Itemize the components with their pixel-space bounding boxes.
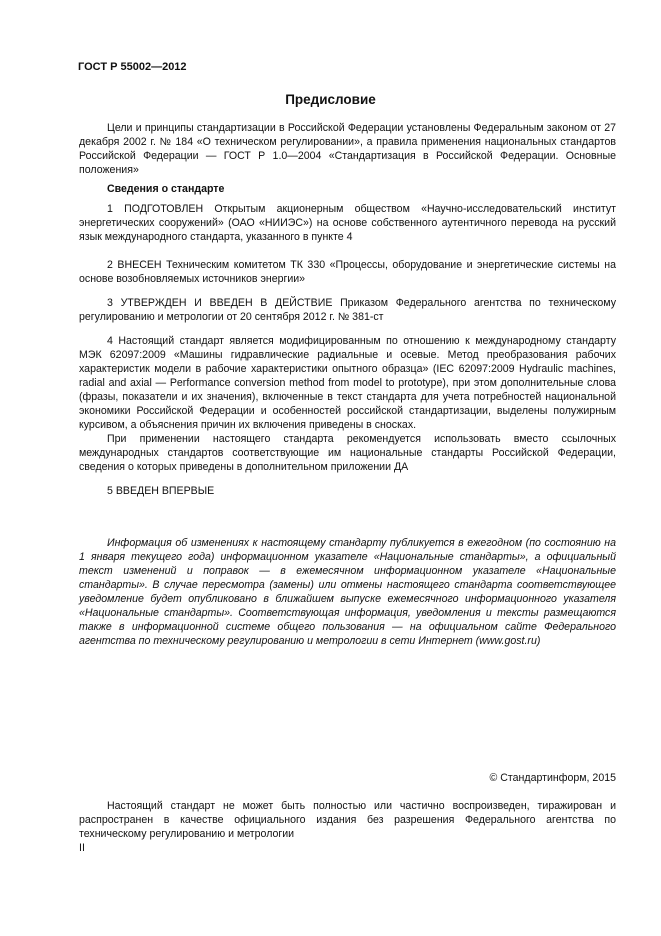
- info-notice-text: Информация об изменениях к настоящему стандарту публикуется в ежегодном (по состоянию на 1 января текущего года) информационном указателе «Национальные стандарты», а официальный текст изменений и поправок — в ежемесячном информационном указателе «Национальные стандарты». В случае пересмотра (замены) или отмены настоящего стандарта соответствующее уведомление будет опубликовано в ближайшем выпуске ежемесячного информационного указателя «Национальные стандарты». Соответствующая информация, уведомления и тексты размещаются также в информационной системе общего пользования — на официальном сайте Федерального агентства по техническому регулированию и метрологии в сети Интернет (www.gost.ru): [79, 537, 616, 647]
- item-3-text: 3 УТВЕРЖДЕН И ВВЕДЕН В ДЕЙСТВИЕ Приказом Федерального агентства по техническому регулированию и метрологии от 20 сентября 2012 г. № 381-ст: [79, 297, 616, 323]
- intro-paragraph: [79, 121, 616, 177]
- item-5: [79, 484, 616, 498]
- item-1-text: 1 ПОДГОТОВЛЕН Открытым акционерным обществом «Научно-исследовательский институт энергетических сооружений» (ОАО «НИИЭС») на основе собственного аутентичного перевода на русский язык международного стандарта, указанного в пункте 4: [79, 203, 616, 243]
- item-1: [79, 202, 616, 244]
- page-number: II: [79, 842, 85, 854]
- copyright: © Стандартинформ, 2015: [489, 772, 616, 784]
- reproduction-notice-text: Настоящий стандарт не может быть полностью или частично воспроизведен, тиражирован и распространен в качестве официального издания без разрешения Федерального агентства по техническому регулированию и метрологии: [79, 800, 616, 840]
- item-4-note: При применении настоящего стандарта рекомендуется использовать вместо ссылочных международных стандартов соответствующие им национальные стандарты Российской Федерации, сведения о которых приведены в дополнительном приложении ДА: [79, 433, 616, 473]
- section-subheading: Сведения о стандарте: [107, 183, 225, 195]
- item-3: [79, 296, 616, 324]
- item-2: [79, 258, 616, 286]
- info-notice: [79, 536, 616, 648]
- document-code: ГОСТ Р 55002—2012: [78, 61, 187, 73]
- item-4: [79, 334, 616, 474]
- reproduction-notice: [79, 799, 616, 841]
- intro-text: Цели и принципы стандартизации в Российской Федерации установлены Федеральным законом от 27 декабря 2002 г. № 184 «О техническом регулировании», а правила применения национальных стандартов Российской Федерации — ГОСТ Р 1.0—2004 «Стандартизация в Российской Федерации. Основные положения»: [79, 122, 616, 176]
- item-2-text: 2 ВНЕСЕН Техническим комитетом ТК 330 «Процессы, оборудование и энергетические системы на основе возобновляемых источников энергии»: [79, 259, 616, 285]
- item-5-text: 5 ВВЕДЕН ВПЕРВЫЕ: [107, 485, 215, 497]
- page-title: Предисловие: [285, 92, 376, 107]
- item-4-text: 4 Настоящий стандарт является модифицированным по отношению к международному стандарту МЭК 62097:2009 «Машины гидравлические радиальные и осевые. Метод преобразования рабочих характеристик модели в рабочие характеристики опытного образца» (IEC 62097:2009 Hydraulic machines, radial and axial — Performance conversion method from model to prototype), при этом дополнительные слова (фразы, показатели и их значения), включенные в текст стандарта для учета потребностей национальной экономики Российской Федерации и особенностей российской стандартизации, выделены полужирным курсивом, а объяснения причин их включения приведены в сносках.: [79, 335, 616, 431]
